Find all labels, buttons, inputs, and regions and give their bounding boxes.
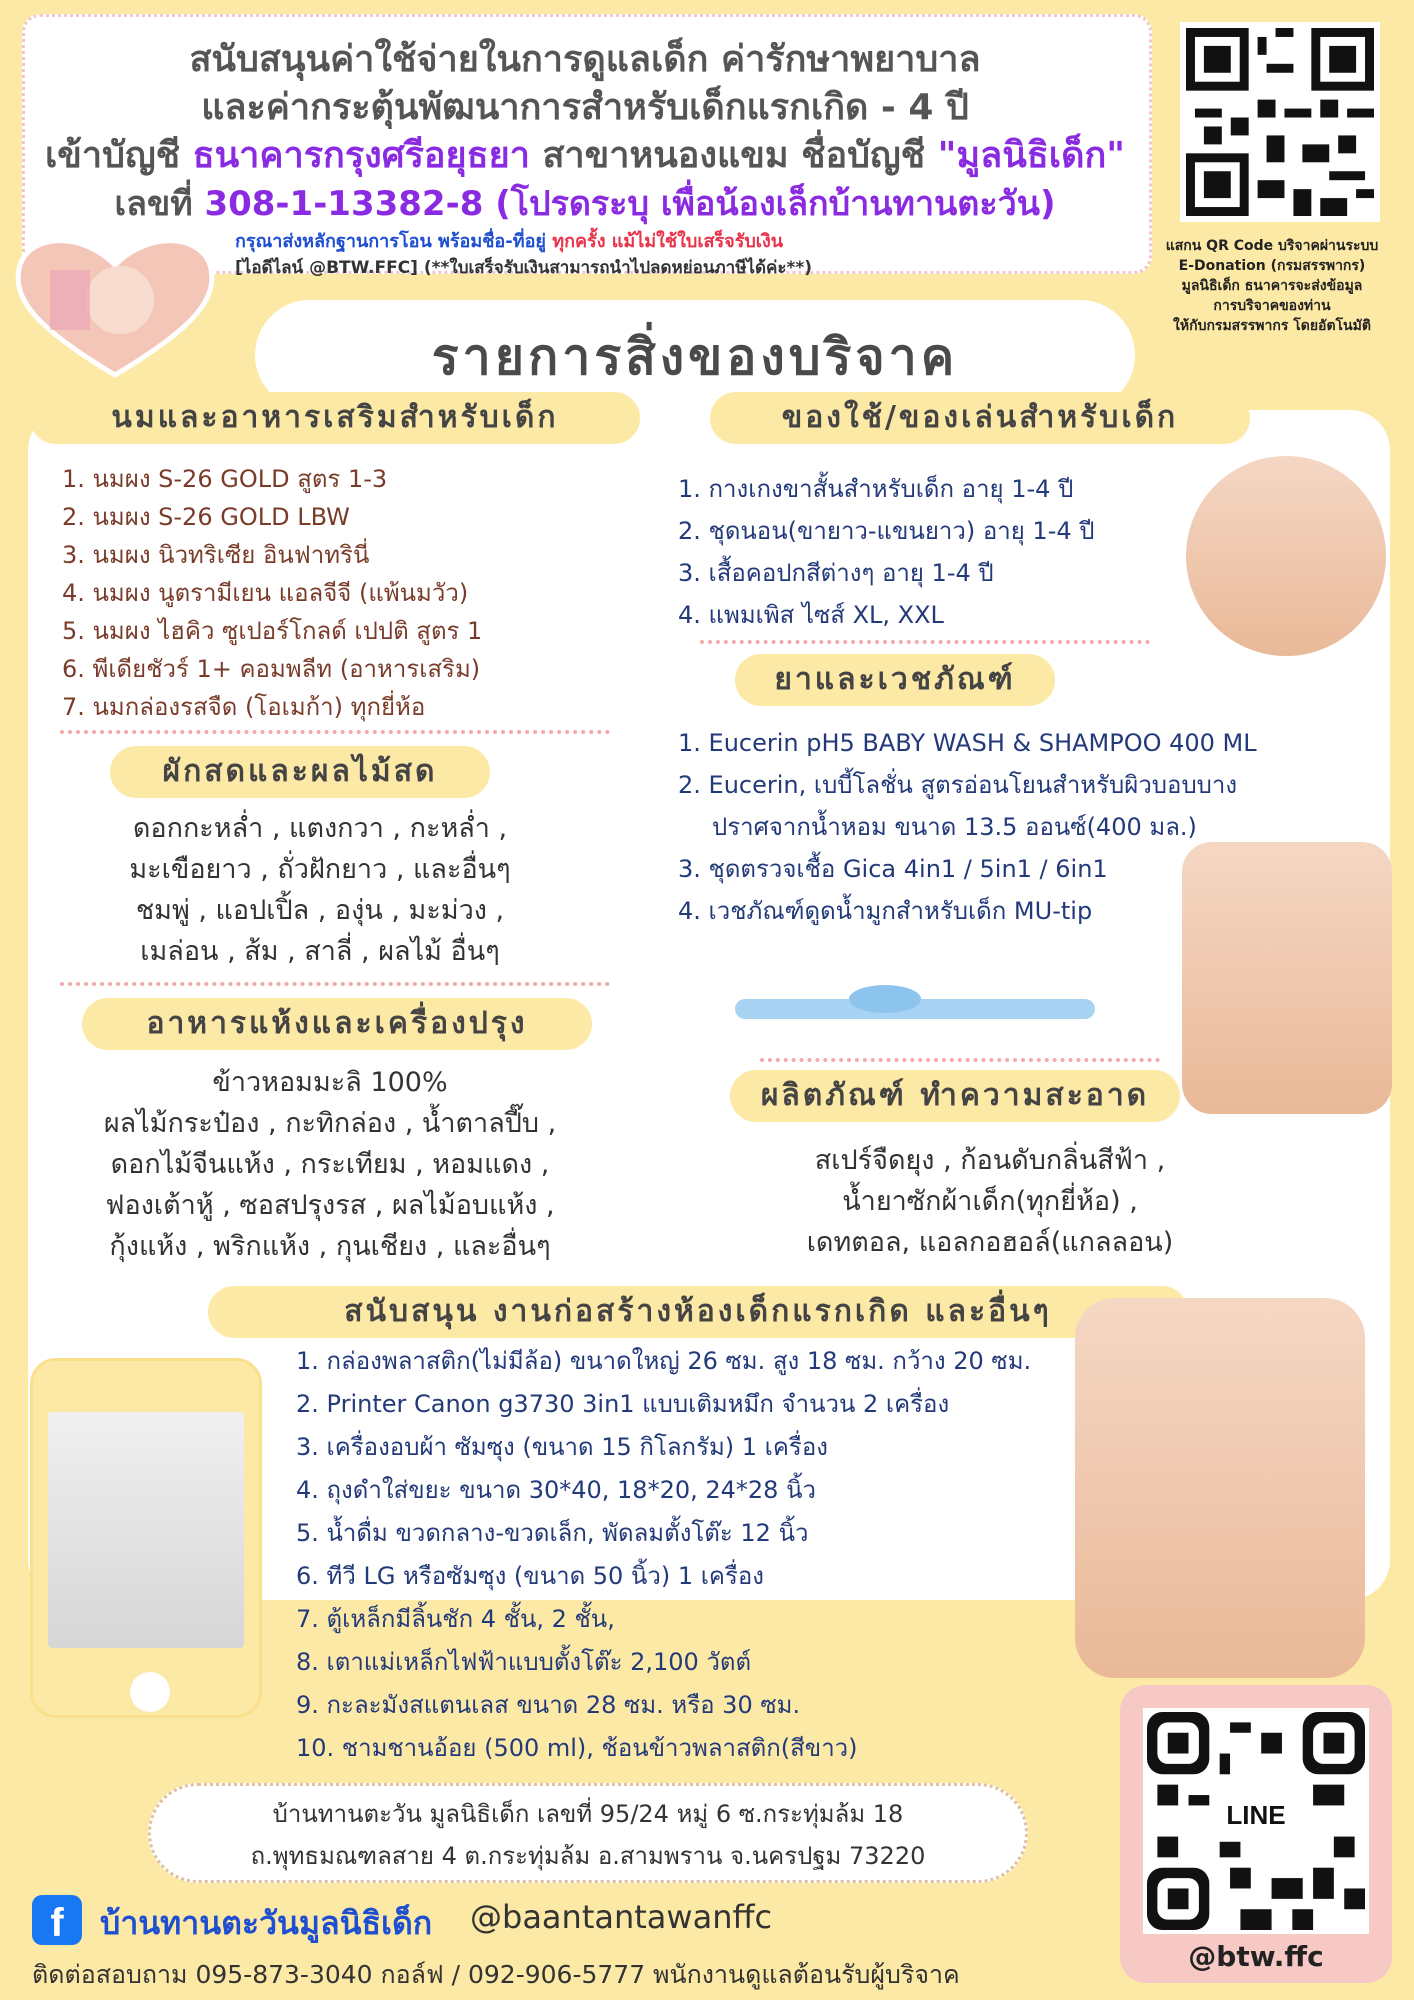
divider xyxy=(700,640,1150,644)
account-name: "มูลนิธิเด็ก" xyxy=(937,135,1126,176)
edonation-qr-code[interactable] xyxy=(1180,22,1380,222)
address-line-1: บ้านทานตะวัน มูลนิธิเด็ก เลขที่ 95/24 หมู่ 6 ซ.กระทุ่มล้ม 18 xyxy=(272,1800,904,1828)
page-title: รายการสิ่งของบริจาค xyxy=(431,328,959,386)
list-item: 9. กะละมังสแตนเลส ขนาด 28 ซม. หรือ 30 ซม. xyxy=(296,1691,801,1719)
transfer-note xyxy=(235,226,783,255)
list-item: 6. ทีวี LG หรือซัมซุง (ขนาด 50 นิ้ว) 1 เครื่อง xyxy=(296,1562,765,1590)
list-item: 3. ชุดตรวจเชื้อ Gica 4in1 / 5in1 / 6in1 xyxy=(678,855,1108,883)
baby-photo-yellow-shirt xyxy=(1075,1298,1365,1678)
transfer-note-a: กรุณาส่งหลักฐานการโอน พร้อมชื่อ-ที่อยู่ xyxy=(235,231,553,252)
facebook-icon[interactable]: f xyxy=(32,1895,82,1945)
cleaning-list xyxy=(720,1140,1260,1263)
list-item: 4. แพมเพิส ไซส์ XL, XXL xyxy=(678,601,944,629)
list-item: ปราศจากน้ำหอม ขนาด 13.5 ออนซ์(400 มล.) xyxy=(712,813,1197,841)
list-item: น้ำยาซักผ้าเด็ก(ทุกยี่ห้อ) , xyxy=(842,1186,1138,1217)
qr-caption-line: แสกน QR Code บริจาคผ่านระบบ xyxy=(1165,238,1379,254)
list-item: 10. ชามชานอ้อย (500 ml), ช้อนข้าวพลาสติก(สีขาว) xyxy=(296,1734,858,1762)
account-note: (โปรดระบุ เพื่อน้องเล็กบ้านทานตะวัน) xyxy=(483,184,1056,224)
list-item: ดอกกะหล่ำ , แตงกวา , กะหล่ำ , xyxy=(132,813,508,844)
toys-list xyxy=(678,468,1094,636)
list-item: สเปร์จืดยุง , ก้อนดับกลิ่นสีฟ้า , xyxy=(814,1145,1166,1176)
list-item: 3. เสื้อคอปกสีต่างๆ อายุ 1-4 ปี xyxy=(678,559,994,587)
medicine-list xyxy=(678,722,1257,932)
cleaning-heading: ผลิตภัณฑ์ ทำความสะอาด xyxy=(730,1070,1180,1122)
milk-list xyxy=(62,460,482,726)
baby-photo-sitting xyxy=(1182,842,1392,1114)
line-id-note: [ไอดีไลน์ @BTW.FFC] (**ใบเสร็จรับเงินสามารถนำไปลดหย่อนภาษีได้ค่ะ**) xyxy=(235,258,813,278)
qr-caption-line: มูลนิธิเด็ก ธนาคารจะส่งข้อมูล xyxy=(1181,278,1363,294)
list-item: ผลไม้กระป๋อง , กะทิกล่อง , น้ำตาลปี๊บ , xyxy=(103,1108,557,1139)
fresh-list xyxy=(40,808,600,972)
header-line-3 xyxy=(30,126,1140,183)
list-item: มะเขือยาว , ถั่วฝักยาว , และอื่นๆ xyxy=(129,854,511,885)
list-item: เมล่อน , ส้ม , สาลี่ , ผลไม้ อื่นๆ xyxy=(140,936,500,967)
header-line-2: และค่ากระตุ้นพัฒนาการสำหรับเด็กแรกเกิด - 4 ปี xyxy=(201,87,969,128)
address-line-2: ถ.พุทธมณฑลสาย 4 ต.กระทุ่มล้ม อ.สามพราน จ.นครปฐม 73220 xyxy=(250,1842,926,1870)
dry-heading: อาหารแห้งและเครื่องปรุง xyxy=(82,998,592,1050)
baby-photo-crawling xyxy=(1186,456,1386,656)
line-handle[interactable]: @btw.ffc xyxy=(1188,1940,1324,1973)
list-item: 6. พีเดียชัวร์ 1+ คอมพลีท (อาหารเสริม) xyxy=(62,655,481,683)
qr-caption xyxy=(1140,236,1404,336)
header-line-4-pre: เลขที่ xyxy=(114,184,205,224)
medicine-heading: ยาและเวชภัณฑ์ xyxy=(735,654,1055,706)
support-heading: สนับสนุน งานก่อสร้างห้องเด็กแรกเกิด และอื่นๆ xyxy=(208,1286,1188,1338)
list-item: 7. นมกล่องรสจืด (โอเมก้า) ทุกยี่ห้อ xyxy=(62,693,426,721)
list-item: 1. นมผง S-26 GOLD สูตร 1-3 xyxy=(62,465,388,493)
list-item: ฟองเต้าหู้ , ซอสปรุงรส , ผลไม้อบแห้ง , xyxy=(105,1190,555,1221)
list-item: 2. ชุดนอน(ขายาว-แขนยาว) อายุ 1-4 ปี xyxy=(678,517,1095,545)
list-item: 1. กางเกงขาสั้นสำหรับเด็ก อายุ 1-4 ปี xyxy=(678,475,1074,503)
fresh-heading: ผักสดและผลไม้สด xyxy=(110,746,490,798)
list-item: 5. น้ำดื่ม ขวดกลาง-ขวดเล็ก, พัดลมตั้งโต๊ะ 12 นิ้ว xyxy=(296,1519,809,1547)
list-item: 4. ถุงดำใส่ขยะ ขนาด 30*40, 18*20, 24*28 นิ้ว xyxy=(296,1476,816,1504)
header-line-4 xyxy=(30,176,1140,230)
header-line-3-mid: สาขาหนองแขม ชื่อบัญชี xyxy=(529,135,938,176)
header-line-3-pre: เข้าบัญชี xyxy=(44,135,193,176)
list-item: 2. นมผง S-26 GOLD LBW xyxy=(62,503,350,531)
qr-caption-line: E-Donation (กรมสรรพากร) xyxy=(1178,258,1366,274)
qr-caption-line: ให้กับกรมสรรพากร โดยอัตโนมัติ xyxy=(1173,318,1371,334)
list-item: 8. เตาแม่เหล็กไฟฟ้าแบบตั้งโต๊ะ 2,100 วัตต์ xyxy=(296,1648,752,1676)
divider xyxy=(760,1058,1160,1062)
list-item: 7. ตู้เหล็กมีลิ้นชัก 4 ชั้น, 2 ชั้น, xyxy=(296,1605,615,1633)
nasal-aspirator-image xyxy=(735,985,1095,1035)
account-number: 308-1-13382-8 xyxy=(204,184,484,224)
list-item: 2. Eucerin, เบบี้โลชั่น สูตรอ่อนโยนสำหรับผิวบอบบาง xyxy=(678,771,1238,799)
support-list xyxy=(296,1340,1031,1770)
list-item: 1. Eucerin pH5 BABY WASH & SHAMPOO 400 ML xyxy=(678,729,1257,757)
list-item: 5. นมผง ไฮคิว ซูเปอร์โกลด์ เปปติ สูตร 1 xyxy=(62,617,483,645)
list-item: 1. กล่องพลาสติก(ไม่มีล้อ) ขนาดใหญ่ 26 ซม. สูง 18 ซม. กว้าง 20 ซม. xyxy=(296,1347,1032,1375)
list-item: 2. Printer Canon g3730 3in1 แบบเติมหมึก จำนวน 2 เครื่อง xyxy=(296,1390,950,1418)
list-item: ชมพู่ , แอปเปิ้ล , องุ่น , มะม่วง , xyxy=(135,895,505,926)
qr-caption-line: การบริจาคของท่าน xyxy=(1213,298,1331,314)
phone-home-button xyxy=(130,1672,170,1712)
line-logo-text: LINE xyxy=(1226,1800,1286,1830)
dry-list xyxy=(30,1062,630,1267)
divider xyxy=(60,730,610,734)
list-item: เดทตอล, แอลกอฮอล์(แกลลอน) xyxy=(806,1227,1174,1258)
list-item: 3. เครื่องอบผ้า ซัมซุง (ขนาด 15 กิโลกรัม) 1 เครื่อง xyxy=(296,1433,828,1461)
milk-heading: นมและอาหารเสริมสำหรับเด็ก xyxy=(30,392,640,444)
list-item: 4. นมผง นูตรามีเยน แอลจีจี (แพ้นมวัว) xyxy=(62,579,469,607)
toys-heading: ของใช้/ของเล่นสำหรับเด็ก xyxy=(710,392,1250,444)
transfer-note-b: ทุกครั้ง แม้ไม่ใช้ใบเสร็จรับเงิน xyxy=(552,231,784,252)
list-item: กุ้งแห้ง , พริกแห้ง , กุนเชียง , และอื่นๆ xyxy=(109,1231,551,1262)
bank-name: ธนาคารกรุงศรีอยุธยา xyxy=(192,135,530,176)
list-item: ดอกไม้จีนแห้ง , กระเทียม , หอมแดง , xyxy=(110,1149,550,1180)
child-hospital-photo xyxy=(48,1412,244,1648)
facebook-page-name[interactable]: บ้านทานตะวันมูลนิธิเด็ก xyxy=(100,1904,433,1942)
divider xyxy=(60,982,610,986)
list-item: 3. นมผง นิวทริเซีย อินฟาทรินี่ xyxy=(62,541,370,569)
list-item: ข้าวหอมมะลิ 100% xyxy=(212,1067,448,1098)
contact-info: ติดต่อสอบถาม 095-873-3040 กอล์ฟ / 092-906-5777 พนักงานดูแลต้อนรับผู้บริจาค xyxy=(32,1960,960,1989)
list-item: 4. เวชภัณฑ์ดูดน้ำมูกสำหรับเด็ก MU-tip xyxy=(678,897,1093,925)
baby-heart-photo xyxy=(10,230,220,380)
facebook-handle[interactable]: @baantantawanffc xyxy=(470,1898,773,1936)
header-line-1: สนับสนุนค่าใช้จ่ายในการดูแลเด็ก ค่ารักษาพยาบาล xyxy=(189,39,981,80)
